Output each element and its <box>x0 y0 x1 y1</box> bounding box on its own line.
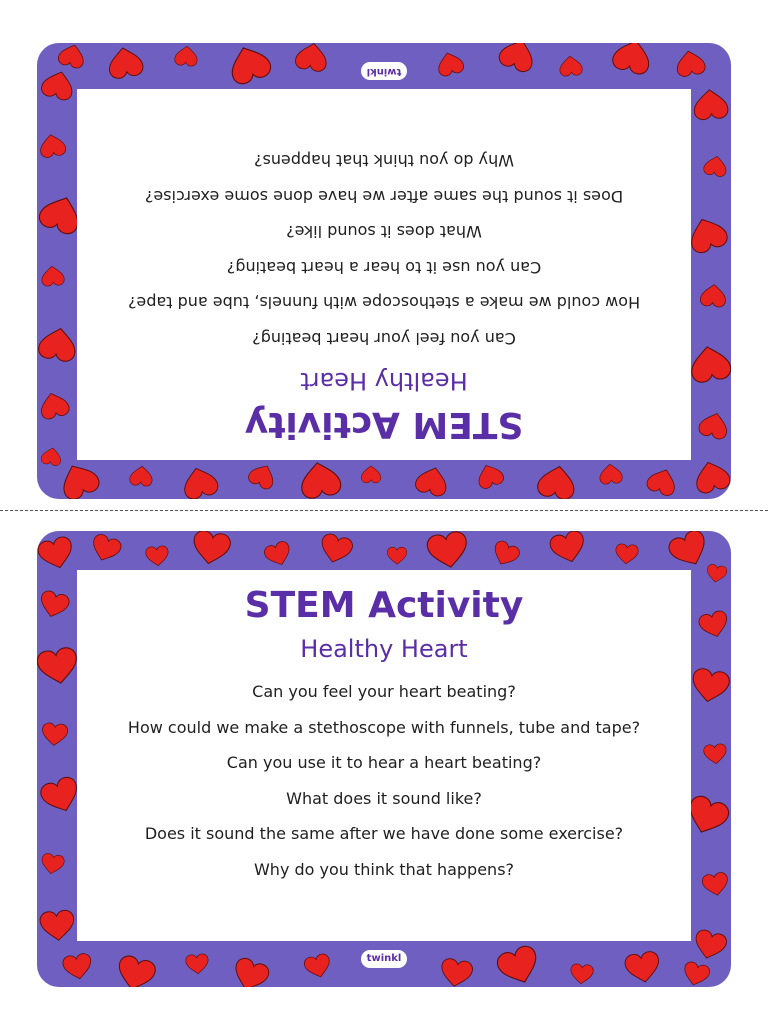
question-3: Can you use it to hear a heart beating? <box>226 257 542 277</box>
heart-icon <box>40 853 65 876</box>
card-title: STEM Activity <box>244 585 524 626</box>
heart-icon <box>185 953 209 974</box>
question-4: What does it sound like? <box>286 788 482 808</box>
heart-icon <box>414 464 451 498</box>
heart-icon <box>303 953 333 981</box>
question-2: How could we make a stethoscope with funnels, tube and tape? <box>127 717 641 737</box>
heart-icon <box>489 539 521 569</box>
twinkl-logo: twinkl <box>361 950 407 968</box>
heart-icon <box>688 344 731 384</box>
heart-icon <box>693 88 729 120</box>
heart-icon <box>435 50 465 78</box>
heart-icon <box>697 410 730 441</box>
heart-icon <box>703 154 728 177</box>
heart-icon <box>294 43 329 73</box>
card-panel <box>77 89 691 460</box>
question-3: Can you use it to hear a heart beating? <box>226 753 542 773</box>
question-5: Does it sound the same after we have done some exercise? <box>144 186 624 206</box>
heart-icon <box>536 463 577 499</box>
heart-icon <box>37 390 70 421</box>
heart-icon <box>426 531 471 570</box>
heart-icon <box>39 910 75 942</box>
heart-icon <box>37 646 80 686</box>
heart-icon <box>700 284 727 308</box>
heart-icon <box>439 957 474 987</box>
twinkl-logo: twinkl <box>361 62 407 80</box>
heart-icon <box>703 743 727 764</box>
heart-icon <box>689 667 730 704</box>
heart-icon <box>705 564 727 584</box>
heart-icon <box>230 956 272 987</box>
heart-icon <box>129 465 153 486</box>
heart-icon <box>548 531 588 566</box>
heart-icon <box>106 45 144 80</box>
heart-icon <box>318 532 355 566</box>
heart-icon <box>666 531 712 572</box>
heart-icon <box>263 540 294 569</box>
heart-icon <box>615 543 639 564</box>
heart-icon <box>474 461 505 490</box>
cut-line <box>0 510 768 511</box>
question-6: Why do you think that happens? <box>253 859 515 879</box>
heart-icon <box>174 45 198 66</box>
heart-icon <box>40 68 77 102</box>
question-6: Why do you think that happens? <box>253 151 515 171</box>
heart-icon <box>570 963 594 984</box>
heart-icon <box>692 458 731 495</box>
heart-icon <box>387 547 407 564</box>
heart-icon <box>38 133 67 159</box>
heart-icon <box>56 458 102 499</box>
question-5: Does it sound the same after we have done some exercise? <box>144 824 624 844</box>
heart-icon <box>701 871 730 897</box>
heart-icon <box>180 464 220 499</box>
activity-card-top <box>37 43 731 499</box>
heart-icon <box>697 609 730 640</box>
heart-icon <box>62 952 94 981</box>
heart-icon <box>681 961 711 987</box>
card-panel <box>77 570 691 941</box>
heart-icon <box>692 928 729 962</box>
heart-icon <box>37 589 70 620</box>
heart-icon <box>114 954 157 987</box>
question-4: What does it sound like? <box>286 222 482 242</box>
heart-icon <box>57 43 87 69</box>
heart-icon <box>559 55 583 76</box>
heart-icon <box>40 446 62 466</box>
heart-icon <box>611 43 654 76</box>
heart-icon <box>246 461 278 491</box>
heart-icon <box>37 325 78 362</box>
heart-icon <box>674 49 706 78</box>
question-2: How could we make a stethoscope with funnels, tube and tape? <box>127 293 641 313</box>
question-1: Can you feel your heart beating? <box>252 329 516 348</box>
heart-icon <box>41 265 65 286</box>
heart-icon <box>190 531 231 567</box>
heart-icon <box>37 535 76 572</box>
heart-icon <box>497 43 539 74</box>
heart-icon <box>145 545 169 566</box>
heart-icon <box>495 943 543 987</box>
heart-icon <box>225 43 273 87</box>
card-subtitle: Healthy Heart <box>300 367 468 395</box>
heart-icon <box>88 532 123 564</box>
heart-icon <box>41 722 68 746</box>
heart-icon <box>624 950 662 985</box>
heart-icon <box>685 213 730 255</box>
heart-icon <box>361 466 381 483</box>
heart-icon <box>599 463 623 484</box>
activity-card-bottom <box>37 531 731 987</box>
question-1: Can you feel your heart beating? <box>252 682 516 701</box>
heart-icon <box>645 465 680 497</box>
card-subtitle: Healthy Heart <box>300 635 468 663</box>
heart-icon <box>298 460 343 499</box>
card-title: STEM Activity <box>244 404 524 445</box>
